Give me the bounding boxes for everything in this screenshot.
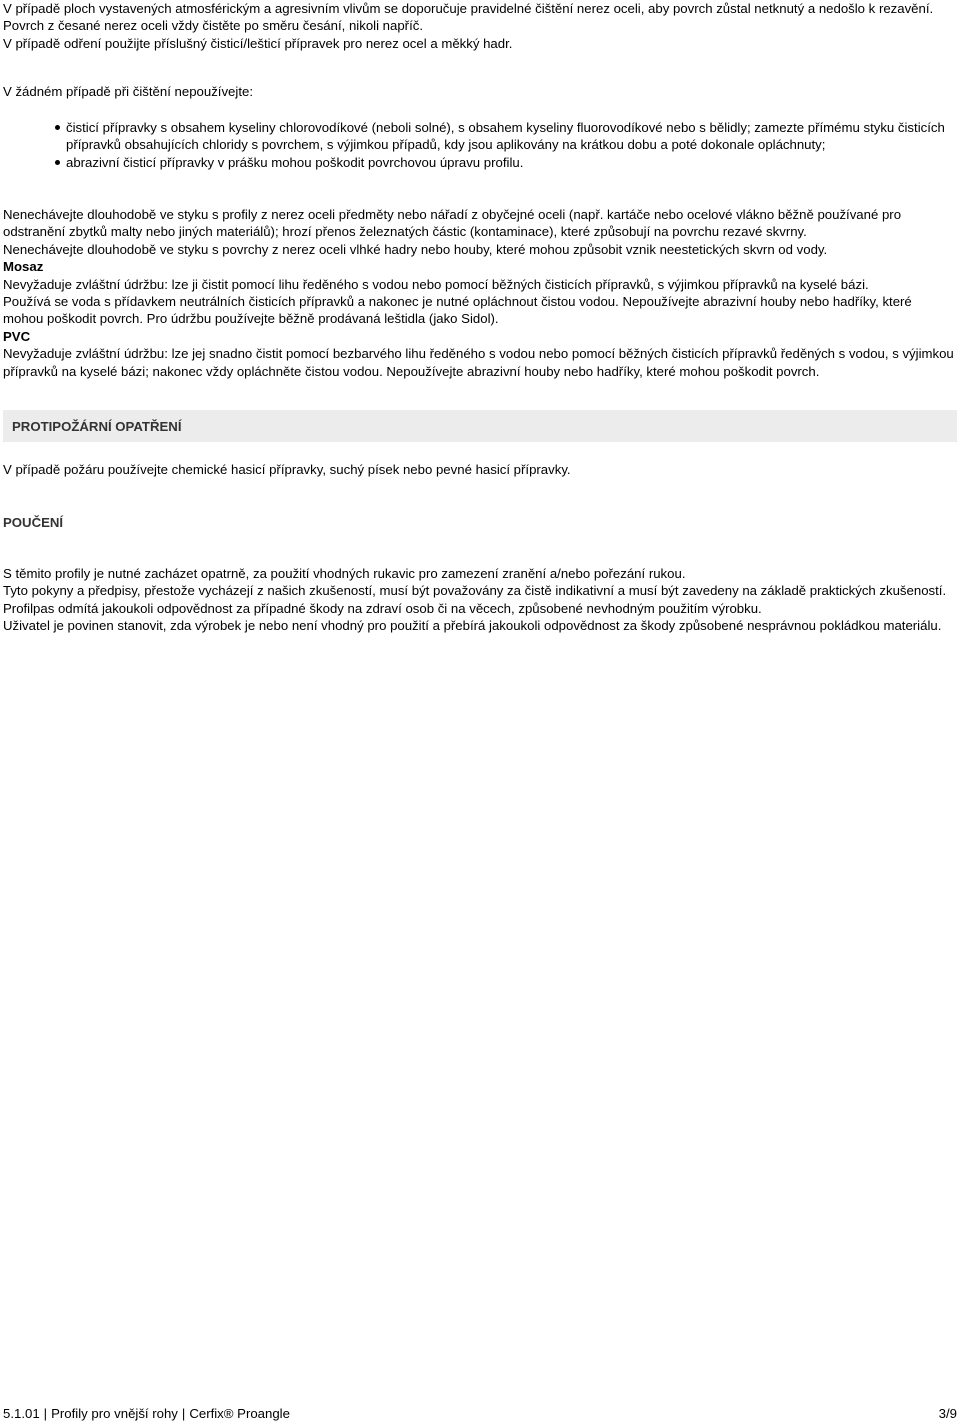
- footer-page-number: 3/9: [938, 1406, 957, 1421]
- mosaz-paragraph-2: Používá se voda s přídavkem neutrálních čisticích přípravků a nakonec je nutné opláchnout čistou vodou. Nepoužívejte abrazivní houby nebo hadříky, které mohou poškodit povrch. Pro údržbu používejte běžně prodávaná leštidla (jako Sidol).: [3, 294, 912, 327]
- notice-paragraph-1: S těmito profily je nutné zacházet opatrně, za použití vhodných rukavic pro zamezení zranění a/nebo pořezání rukou.: [3, 566, 686, 581]
- fire-section-title: PROTIPOŽÁRNÍ OPATŘENÍ: [12, 419, 182, 434]
- pvc-paragraph: Nevyžaduje zvláštní údržbu: lze jej snadno čistit pomocí bezbarvého lihu ředěného s vodou nebo pomocí běžných čisticích přípravků ředěných s vodou, s výjimkou přípravků na kyselé bázi; nakonec vždy opláchněte čistou vodou. Nepoužívejte abrazivní houby nebo hadříky, které mohou poškodit povrch.: [3, 346, 954, 379]
- fire-paragraph: V případě požáru používejte chemické hasicí přípravky, suchý písek nebo pevné hasicí přípravky.: [3, 462, 571, 477]
- care-block: [3, 206, 954, 380]
- pvc-heading: PVC: [3, 328, 31, 344]
- notice-block: [3, 565, 954, 635]
- list-item: abrazivní čisticí přípravky v prášku mohou poškodit povrchovou úpravu profilu.: [3, 154, 954, 171]
- prohibited-lead: V žádném případě při čištění nepoužívejte:: [3, 84, 253, 99]
- footer-code: 5.1.01: [3, 1406, 40, 1421]
- footer-separator: |: [43, 1406, 48, 1421]
- page-footer: [3, 1405, 957, 1423]
- footer-separator: |: [181, 1406, 186, 1421]
- prohibited-list: [3, 119, 954, 171]
- intro-paragraph-2: Povrch z česané nerez oceli vždy čistěte po směru česání, nikoli napříč.: [3, 18, 423, 34]
- fire-section-header: [3, 410, 957, 442]
- footer-brand: Cerfix® Proangle: [189, 1406, 290, 1421]
- mosaz-paragraph-1: Nevyžaduje zvláštní údržbu: lze ji čistit pomocí lihu ředěného s vodou nebo pomocí běžných čisticích přípravků, s výjimkou přípravků na kyselé bázi.: [3, 276, 869, 292]
- notice-paragraph-3: Profilpas odmítá jakoukoli odpovědnost za případné škody na zdraví osob či na věcech, způsobené nevhodným použitím výrobku.: [3, 600, 762, 616]
- list-item: čisticí přípravky s obsahem kyseliny chlorovodíkové (neboli solné), s obsahem kyseliny fluorovodíkové nebo s bělidly; zamezte přímému styku čisticích přípravků obsahujících chloridy s povrchem, s výjimkou případů, kdy jsou aplikovány na krátkou dobu a poté dokonale opláchnuty;: [3, 119, 954, 154]
- notice-section-title: POUČENÍ: [3, 515, 64, 530]
- intro-block: [3, 0, 954, 52]
- footer-product: Profily pro vnější rohy: [51, 1406, 178, 1421]
- notice-paragraph-4: Uživatel je povinen stanovit, zda výrobek je nebo není vhodný pro použití a přebírá jakoukoli odpovědnost za škody způsobené nesprávnou pokládkou materiálu.: [3, 618, 942, 634]
- intro-paragraph-1: V případě ploch vystavených atmosférickým a agresivním vlivům se doporučuje pravidelné čištění nerez oceli, aby povrch zůstal netknutý a nedošlo k rezavění.: [3, 1, 934, 16]
- notice-paragraph-2: Tyto pokyny a předpisy, přestože vycházejí z našich zkušeností, musí být považovány za čistě indikativní a musí být zavedeny na základě praktických zkušeností.: [3, 583, 947, 599]
- intro-paragraph-3: V případě odření použijte příslušný čisticí/lešticí přípravek pro nerez ocel a měkký hadr.: [3, 35, 513, 51]
- care-paragraph-1: Nenechávejte dlouhodobě ve styku s profily z nerez oceli předměty nebo nářadí z obyčejné oceli (např. kartáče nebo ocelové vlákno běžně používané pro odstranění zbytků malty nebo jiných materiálů); hrozí přenos železnatých částic (kontaminace), které způsobují na povrchu rezavé skvrny.: [3, 207, 902, 240]
- footer-document-info: [3, 1405, 290, 1422]
- care-paragraph-2: Nenechávejte dlouhodobě ve styku s povrchy z nerez oceli vlhké hadry nebo houby, které mohou způsobit vznik neestetických skvrn od vody.: [3, 241, 828, 257]
- mosaz-heading: Mosaz: [3, 259, 44, 275]
